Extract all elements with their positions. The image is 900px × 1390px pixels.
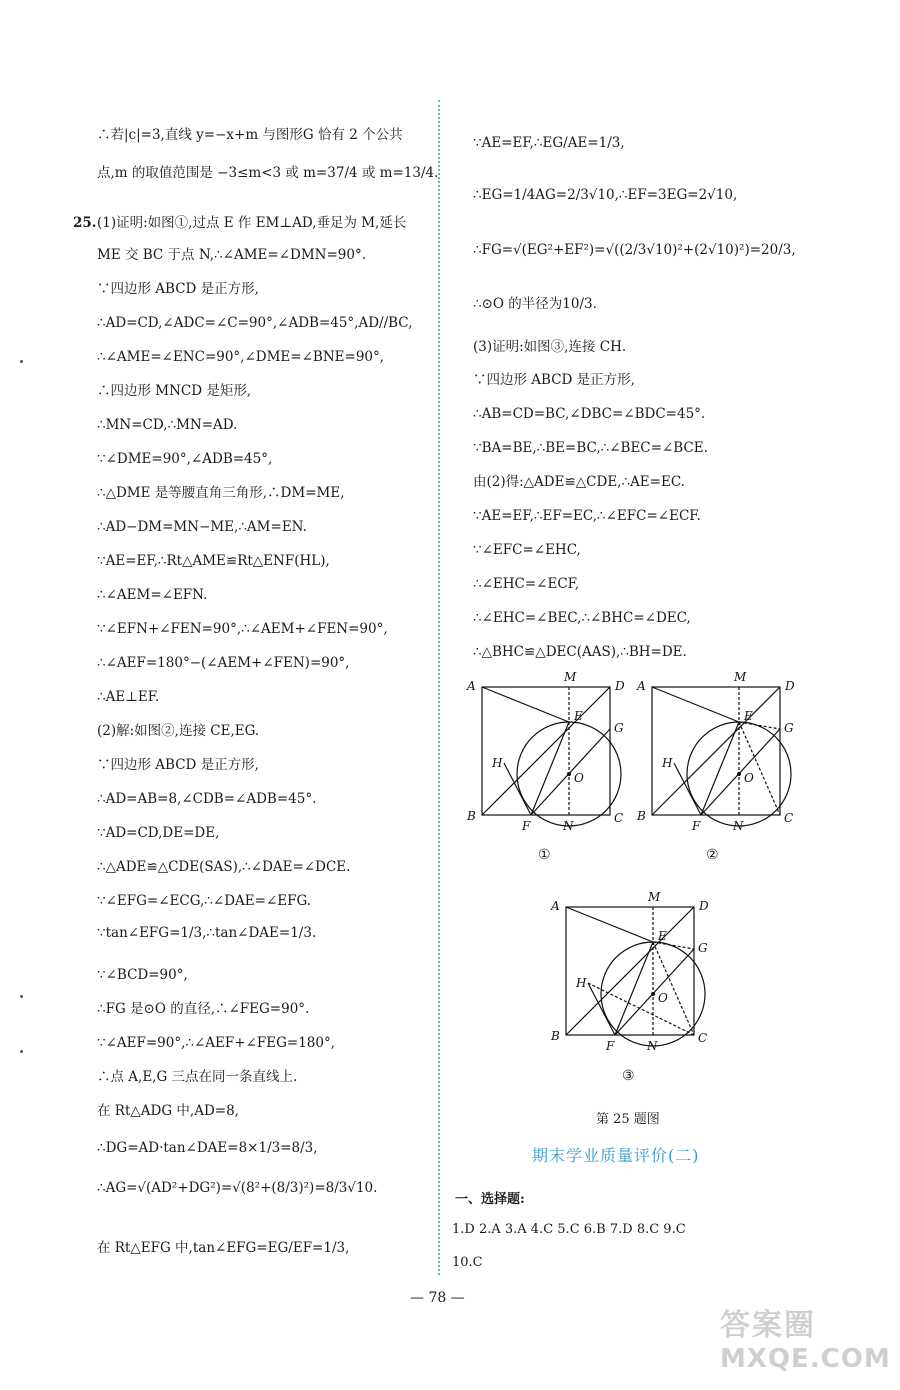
watermark-text-bottom: MXQE.COM [720,1344,891,1374]
page-number: — 78 — [410,1290,465,1306]
left-text-line: ∴DG=AD·tan∠DAE=8×1/3=8/3, [97,1140,318,1156]
point-label-b: B [637,809,646,823]
figure-number-3: ③ [622,1068,635,1084]
diagonal-bd [566,907,694,1035]
point-label-m: M [734,670,747,684]
figure-3-geometry [550,890,709,1053]
left-text-line: ∴AG=√(AD²+DG²)=√(8²+(8/3)²)=8/3√10. [97,1180,378,1196]
left-text-line: ∴AD=AB=8,∠CDB=∠ADB=45°. [97,791,317,807]
segment-ef [615,942,653,1035]
point-label-g: G [698,941,708,955]
left-text-line: ∴△ADE≌△CDE(SAS),∴∠DAE=∠DCE. [97,859,351,875]
left-text-line: ∵tan∠EFG=1/3,∴tan∠DAE=1/3. [97,925,317,941]
point-label-h: H [492,756,503,770]
figure-2-geometry [636,670,795,833]
point-label-o: O [658,991,668,1005]
diameter-fg [531,729,610,815]
segment-ef [701,722,739,815]
diagonal-bd [652,687,780,815]
point-label-o: O [574,771,584,785]
left-text-line: 点,m 的取值范围是 −3≤m<3 或 m=37/4 或 m=13/4. [97,165,439,181]
left-text-line: ∵∠EFN+∠FEN=90°,∴∠AEM+∠FEN=90°, [97,621,388,637]
right-text-line: ∴∠EHC=∠BEC,∴∠BHC=∠DEC, [473,610,691,626]
figure-1 [462,670,625,839]
point-label-o: O [744,771,754,785]
point-label-c: C [614,811,624,825]
question-number: 25. [73,215,97,231]
point-label-d: D [785,679,795,693]
point-label-n: N [733,819,744,833]
margin-dot [20,995,23,998]
figure-3-svg [546,890,709,1055]
figure-1-svg [462,670,625,835]
point-label-e: E [574,709,583,723]
left-text-line: ∴AD−DM=MN−ME,∴AM=EN. [97,519,307,535]
point-label-e: E [744,709,753,723]
left-text-line: ∵AD=CD,DE=DE, [97,825,220,841]
left-text-line: ∵四边形 ABCD 是正方形, [97,757,259,773]
segment-eg [653,942,694,949]
left-text-line: ∴FG 是⊙O 的直径,∴∠FEG=90°. [97,1001,310,1017]
point-label-d: D [699,899,709,913]
point-label-m: M [648,890,661,904]
left-text-line: ∴∠AEM=∠EFN. [97,587,208,603]
point-label-g: G [614,721,624,735]
right-text-line: ∵BA=BE,∴BE=BC,∴∠BEC=∠BCE. [473,440,708,456]
choice-header: 一、选择题: [455,1192,525,1207]
left-text-line: ME 交 BC 于点 N,∴∠AME=∠DMN=90°. [97,247,367,263]
figure-2-svg [632,670,795,835]
center-dot-o [651,992,655,996]
right-text-line: ∴FG=√(EG²+EF²)=√((2/3√10)²+(2√10)²)=20/3, [473,242,796,258]
segment-ae [652,687,739,722]
figure-number-1: ① [538,847,551,863]
left-text-line: (1)证明:如图①,过点 E 作 EM⊥AD,垂足为 M,延长 [97,215,407,231]
point-label-m: M [564,670,577,684]
left-text-line: ∵∠BCD=90°, [97,967,188,983]
watermark-text-top: 答案圈 [720,1308,816,1343]
left-text-line: ∵∠AEF=90°,∴∠AEF+∠FEG=180°, [97,1035,336,1051]
left-text-line: ∵∠EFG=∠ECG,∴∠DAE=∠EFG. [97,893,312,909]
figure-caption: 第 25 题图 [596,1112,660,1127]
segment-ae [482,687,569,722]
diagonal-bd [482,687,610,815]
point-label-a: A [637,679,646,693]
right-text-line: ∴⊙O 的半径为10/3. [473,296,597,312]
left-text-line: ∴∠AEF=180°−(∠AEM+∠FEN)=90°, [97,655,350,671]
margin-dot [20,1050,23,1053]
right-text-line: 由(2)得:△ADE≌△CDE,∴AE=EC. [473,474,685,490]
right-text-line: (3)证明:如图③,连接 CH. [473,339,627,355]
column-divider [438,100,440,1275]
left-text-line: ∴△DME 是等腰直角三角形,∴DM=ME, [97,485,345,501]
segment-ef [531,722,569,815]
diameter-fg [701,729,780,815]
point-label-g: G [784,721,794,735]
left-text-line: ∵∠DME=90°,∠ADB=45°, [97,451,273,467]
figure-3 [546,890,709,1059]
answers-row-1: 1.D 2.A 3.A 4.C 5.C 6.B 7.D 8.C 9.C [452,1222,686,1237]
left-text-line: ∴AE⊥EF. [97,689,160,705]
right-text-line: ∵∠EFC=∠EHC, [473,542,581,558]
point-label-n: N [647,1039,658,1053]
point-label-f: F [606,1039,615,1053]
left-text-line: ∴AD=CD,∠ADC=∠C=90°,∠ADB=45°,AD//BC, [97,315,413,331]
left-text-line: 在 Rt△ADG 中,AD=8, [97,1103,239,1119]
point-label-f: F [692,819,701,833]
point-label-c: C [784,811,794,825]
right-text-line: ∵AE=EF,∴EG/AE=1/3, [473,135,625,151]
center-dot-o [737,772,741,776]
figure-2 [632,670,795,839]
watermark-logo [720,1300,895,1385]
left-text-line: ∵四边形 ABCD 是正方形, [97,281,259,297]
segment-eg [739,722,780,729]
segment-ae [566,907,653,942]
point-label-f: F [522,819,531,833]
right-text-line: ∵AE=EF,∴EF=EC,∴∠EFC=∠ECF. [473,508,701,524]
point-label-h: H [576,976,587,990]
right-text-line: ∵四边形 ABCD 是正方形, [473,372,635,388]
left-text-line: ∴四边形 MNCD 是矩形, [97,383,252,399]
right-text-line: ∴EG=1/4AG=2/3√10,∴EF=3EG=2√10, [473,187,738,203]
section-title: 期末学业质量评价(二) [532,1146,700,1165]
left-text-line: ∴MN=CD,∴MN=AD. [97,417,238,433]
point-label-n: N [563,819,574,833]
segment-hc [588,983,694,1035]
point-label-a: A [551,899,560,913]
answers-row-2: 10.C [452,1255,483,1270]
point-label-c: C [698,1031,708,1045]
right-text-line: ∴∠EHC=∠ECF, [473,576,580,592]
point-label-e: E [658,929,667,943]
point-label-a: A [467,679,476,693]
center-dot-o [567,772,571,776]
point-label-b: B [551,1029,560,1043]
left-text-line: (2)解:如图②,连接 CE,EG. [97,723,260,739]
left-text-line: ∴点 A,E,G 三点在同一条直线上. [97,1069,298,1085]
left-text-line: ∴∠AME=∠ENC=90°,∠DME=∠BNE=90°, [97,349,385,365]
point-label-h: H [662,756,673,770]
margin-dot [20,360,23,363]
figure-1-geometry [466,670,625,833]
right-text-line: ∴△BHC≌△DEC(AAS),∴BH=DE. [473,644,687,660]
right-text-line: ∴AB=CD=BC,∠DBC=∠BDC=45°. [473,406,706,422]
point-label-d: D [615,679,625,693]
left-text-line: ∵AE=EF,∴Rt△AME≌Rt△ENF(HL), [97,553,330,569]
diameter-fg [615,949,694,1035]
point-label-b: B [467,809,476,823]
left-text-line: 在 Rt△EFG 中,tan∠EFG=EG/EF=1/3, [97,1240,350,1256]
left-text-line: ∴若|c|=3,直线 y=−x+m 与图形G 恰有 2 个公共 [97,127,403,143]
figure-number-2: ② [706,847,719,863]
